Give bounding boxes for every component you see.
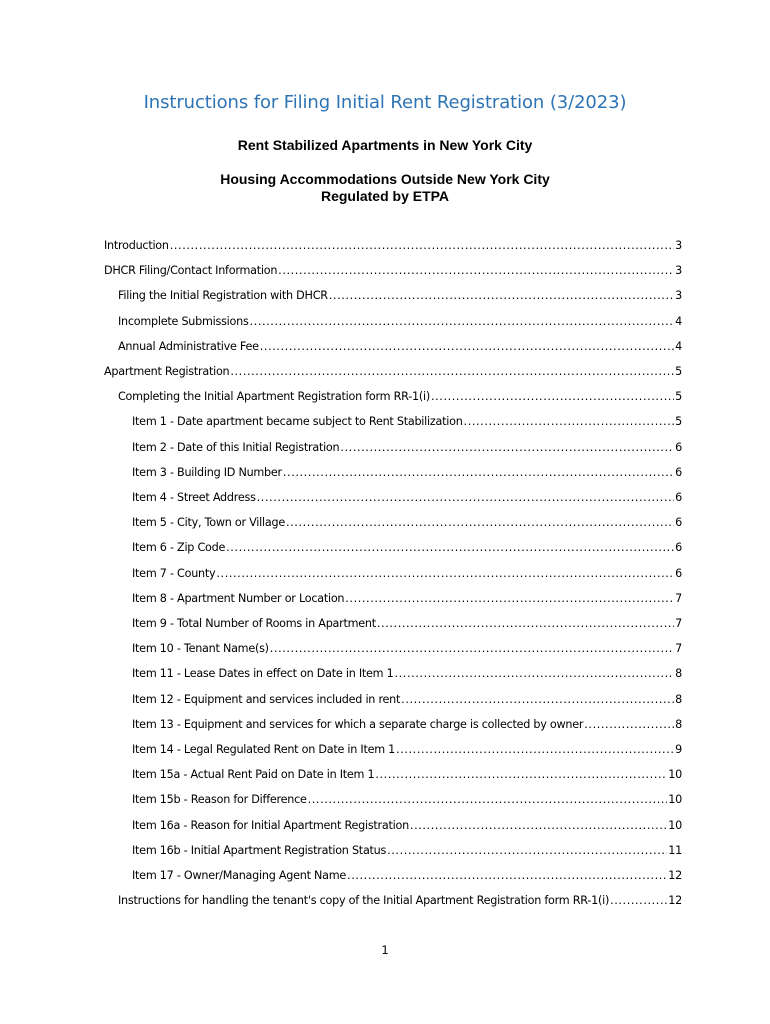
- toc-leader-dots: [395, 667, 675, 680]
- toc-entry[interactable]: [132, 541, 682, 561]
- toc-entry-page-number: 4: [675, 339, 682, 353]
- toc-entry-page-number: 10: [668, 818, 682, 832]
- toc-entry-label: Item 10 - Tenant Name(s): [132, 642, 269, 656]
- toc-entry-page-number: 7: [675, 642, 682, 656]
- toc-leader-dots: [401, 693, 674, 706]
- toc-entry-label: Item 3 - Building ID Number: [132, 465, 282, 479]
- toc-leader-dots: [308, 793, 668, 806]
- toc-entry[interactable]: [132, 844, 682, 864]
- toc-entry[interactable]: [132, 592, 682, 612]
- toc-entry[interactable]: [132, 466, 682, 486]
- toc-entry[interactable]: [118, 390, 682, 410]
- toc-entry[interactable]: [132, 516, 682, 536]
- toc-leader-dots: [377, 617, 674, 630]
- toc-entry-page-number: 12: [668, 869, 682, 882]
- toc-entry[interactable]: [132, 441, 682, 461]
- toc-entry-label: Completing the Initial Apartment Registration form RR-1(i): [118, 390, 430, 404]
- toc-entry-page-number: 8: [675, 667, 682, 681]
- toc-entry-page-number: 6: [675, 491, 682, 504]
- toc-entry-label: Item 15a - Actual Rent Paid on Date in Item 1: [132, 768, 375, 782]
- toc-entry-label: Item 17 - Owner/Managing Agent Name: [132, 869, 347, 882]
- page-number: 1: [381, 943, 389, 957]
- toc-entry-page-number: 3: [675, 264, 682, 278]
- toc-leader-dots: [345, 592, 674, 605]
- toc-entry[interactable]: [132, 617, 682, 637]
- toc-leader-dots: [375, 768, 667, 781]
- toc-leader-dots: [584, 718, 674, 731]
- subtitle-outside-nyc: Housing Accommodations Outside New York City: [220, 171, 550, 187]
- toc-entry[interactable]: [104, 239, 682, 259]
- toc-leader-dots: [347, 869, 667, 882]
- toc-entry-label: Item 13 - Equipment and services for which a separate charge is collected by owner: [132, 717, 584, 731]
- toc-entry[interactable]: [132, 718, 682, 738]
- toc-entry-label: Item 15b - Reason for Difference: [132, 793, 307, 807]
- toc-leader-dots: [431, 390, 674, 403]
- toc-entry-page-number: 10: [668, 768, 682, 782]
- toc-leader-dots: [610, 894, 667, 907]
- toc-leader-dots: [270, 642, 674, 655]
- toc-entry[interactable]: [132, 743, 682, 763]
- toc-entry-label: Instructions for handling the tenant's copy of the Initial Apartment Registration form RR-1(i): [118, 894, 610, 908]
- toc-entry-page-number: 4: [675, 314, 682, 328]
- toc-entry-page-number: 9: [675, 743, 682, 756]
- toc-leader-dots: [230, 365, 674, 378]
- toc-entry-page-number: 6: [675, 465, 682, 479]
- subtitle-nyc: Rent Stabilized Apartments in New York City: [237, 137, 533, 153]
- toc-leader-dots: [260, 340, 674, 353]
- toc-leader-dots: [286, 516, 674, 529]
- toc-entry-page-number: 3: [675, 289, 682, 303]
- toc-entry-label: Apartment Registration: [104, 365, 230, 378]
- toc-entry-label: Incomplete Submissions: [118, 314, 249, 328]
- toc-entry-label: Item 1 - Date apartment became subject to Rent Stabilization: [132, 415, 463, 429]
- toc-entry-label: Item 16a - Reason for Initial Apartment Registration: [132, 818, 409, 832]
- toc-entry-page-number: 7: [675, 591, 682, 605]
- toc-entry-label: Introduction: [104, 239, 169, 252]
- toc-entry-label: Item 14 - Legal Regulated Rent on Date in Item 1: [132, 743, 396, 756]
- toc-entry-page-number: 12: [668, 894, 682, 908]
- toc-leader-dots: [283, 466, 674, 479]
- toc-leader-dots: [170, 239, 674, 252]
- toc-entry-label: Annual Administrative Fee: [118, 339, 259, 353]
- toc-leader-dots: [257, 491, 674, 504]
- toc-entry[interactable]: [132, 768, 682, 788]
- toc-entry-label: Item 9 - Total Number of Rooms in Apartment: [132, 617, 376, 630]
- toc-entry[interactable]: [132, 415, 682, 435]
- toc-entry-label: Item 8 - Apartment Number or Location: [132, 591, 345, 605]
- toc-entry[interactable]: [118, 340, 682, 360]
- toc-entry-page-number: 3: [675, 239, 682, 252]
- toc-entry[interactable]: [132, 693, 682, 713]
- toc-entry[interactable]: [132, 667, 682, 687]
- toc-entry[interactable]: [104, 264, 682, 284]
- toc-entry-label: Item 11 - Lease Dates in effect on Date in Item 1: [132, 667, 394, 681]
- toc-entry-page-number: 10: [668, 793, 682, 807]
- toc-entry-page-number: 6: [675, 566, 682, 580]
- toc-entry-label: Filing the Initial Registration with DHCR: [118, 289, 328, 303]
- document-title: Instructions for Filing Initial Rent Registration (3/2023): [143, 92, 627, 113]
- toc-leader-dots: [216, 567, 674, 580]
- toc-entry[interactable]: [132, 793, 682, 813]
- toc-entry-page-number: 6: [675, 541, 682, 555]
- toc-entry-label: Item 5 - City, Town or Village: [132, 516, 285, 530]
- toc-entry-page-number: 7: [675, 617, 682, 630]
- toc-leader-dots: [464, 415, 675, 428]
- toc-leader-dots: [396, 743, 674, 756]
- toc-entry[interactable]: [104, 365, 682, 385]
- toc-entry-label: DHCR Filing/Contact Information: [104, 264, 278, 278]
- toc-entry[interactable]: [118, 315, 682, 335]
- toc-entry-label: Item 16b - Initial Apartment Registration Status: [132, 843, 387, 857]
- toc-entry[interactable]: [118, 894, 682, 914]
- subtitle-etpa: Regulated by ETPA: [320, 188, 450, 204]
- toc-entry[interactable]: [118, 289, 682, 309]
- toc-entry[interactable]: [132, 642, 682, 662]
- toc-entry-label: Item 6 - Zip Code: [132, 541, 226, 555]
- toc-entry-label: Item 7 - County: [132, 566, 216, 580]
- toc-entry[interactable]: [132, 567, 682, 587]
- toc-leader-dots: [410, 819, 667, 832]
- toc-entry-page-number: 5: [675, 365, 682, 378]
- toc-entry-label: Item 2 - Date of this Initial Registration: [132, 440, 340, 454]
- toc-entry[interactable]: [132, 491, 682, 511]
- toc-leader-dots: [250, 315, 675, 328]
- toc-entry-page-number: 8: [675, 717, 682, 731]
- toc-leader-dots: [226, 541, 674, 554]
- toc-entry-label: Item 12 - Equipment and services included in rent: [132, 692, 401, 706]
- toc-leader-dots: [278, 264, 674, 277]
- toc-entry-page-number: 8: [675, 692, 682, 706]
- toc-leader-dots: [387, 844, 667, 857]
- toc-entry-label: Item 4 - Street Address: [132, 491, 256, 504]
- toc-entry[interactable]: [132, 869, 682, 889]
- toc-entry-page-number: 6: [675, 440, 682, 454]
- toc-leader-dots: [340, 441, 674, 454]
- toc-entry-page-number: 5: [675, 390, 682, 404]
- toc-entry[interactable]: [132, 819, 682, 839]
- toc-entry-page-number: 11: [668, 843, 682, 857]
- toc-leader-dots: [329, 289, 674, 302]
- toc-entry-page-number: 5: [675, 415, 682, 429]
- toc-entry-page-number: 6: [675, 516, 682, 530]
